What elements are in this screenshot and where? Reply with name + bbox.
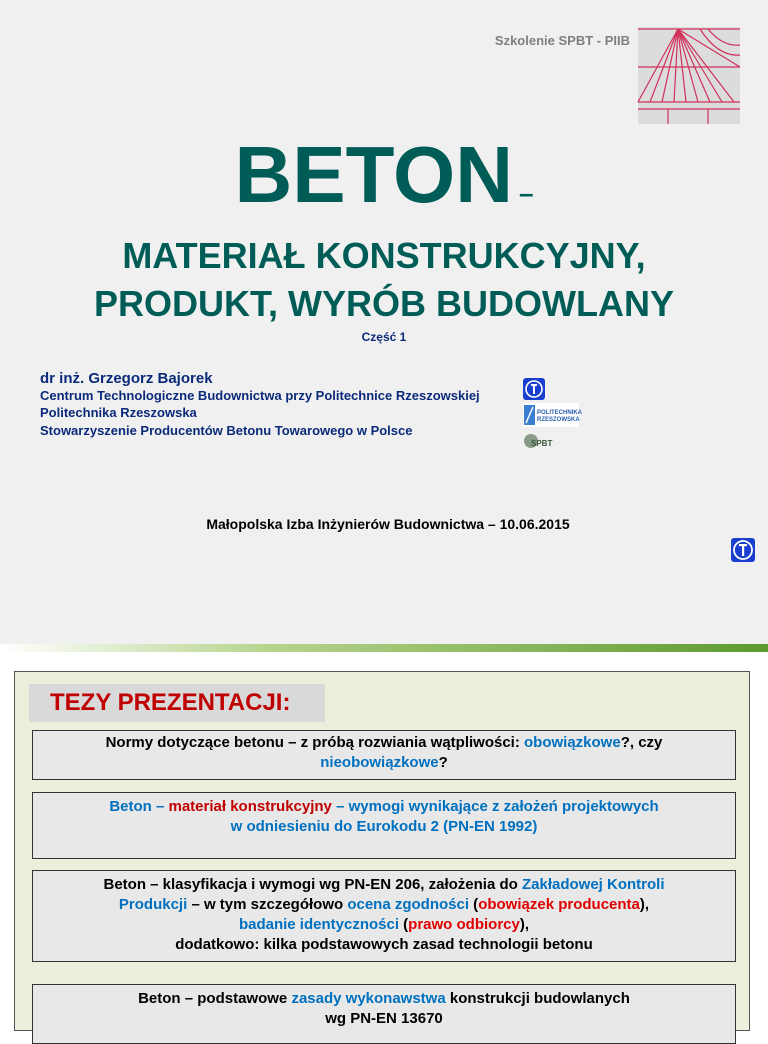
thesis-3-text-b: Zakładowej Kontroli	[521, 876, 665, 893]
subtitle-line-1: MATERIAŁ KONSTRUKCYJNY,	[122, 235, 646, 276]
spbt-logo-icon	[523, 432, 553, 450]
politechnika-logo-icon	[523, 403, 582, 427]
slide-divider	[0, 644, 768, 652]
thesis-2-text-a: Beton –	[109, 798, 169, 815]
thesis-3-text-h: ),	[639, 896, 650, 913]
thesis-box-2	[32, 792, 736, 859]
affiliation-politechnika: Politechnika Rzeszowska	[40, 405, 197, 420]
thesis-1-text-c: ?, czy	[620, 734, 663, 751]
thesis-3-text-j: (	[399, 916, 409, 933]
thesis-3-text-m: dodatkowo: kilka podstawowych zasad technologii betonu	[175, 936, 593, 953]
thesis-1-text-e: ?	[438, 754, 448, 771]
bridge-logo-icon	[638, 27, 740, 124]
thesis-2-text-d: w odniesieniu do Eurokodu 2 (PN-EN 1992)	[230, 818, 538, 835]
thesis-box-4	[32, 984, 736, 1044]
thesis-2-text-b: materiał konstrukcyjny	[168, 798, 332, 815]
part-label: Część 1	[361, 330, 407, 344]
thesis-2-text-c: – wymogi wynikające z założeń projektowych	[331, 798, 659, 815]
politechnika-logo-text-1: POLITECHNIKA	[537, 410, 582, 416]
subtitle	[0, 232, 768, 328]
thesis-3-text-k: prawo odbiorcy	[408, 916, 520, 933]
ctb-logo-bottom-icon	[731, 538, 755, 562]
thesis-1-text-b: obowiązkowe	[524, 734, 621, 751]
spbt-logo-text: SPBT	[531, 439, 553, 448]
thesis-4-text-c: konstrukcji budowlanych	[445, 990, 630, 1007]
theses-heading: TEZY PREZENTACJI:	[29, 684, 325, 722]
thesis-1-text-a: Normy dotyczące betonu – z próbą rozwiania wątpliwości:	[105, 734, 525, 751]
affiliation-ctb: Centrum Technologiczne Budownictwa przy Politechnice Rzeszowskiej	[40, 388, 480, 403]
thesis-box-1	[32, 730, 736, 780]
header-label: Szkolenie SPBT - PIIB	[494, 33, 630, 48]
thesis-3-text-a: Beton – klasyfikacja i wymogi wg PN-EN 206, założenia do	[103, 876, 522, 893]
thesis-1-text-d: nieobowiązkowe	[320, 754, 439, 771]
page-title	[0, 130, 768, 238]
subtitle-line-2: PRODUKT, WYRÓB BUDOWLANY	[94, 283, 674, 324]
thesis-box-3	[32, 870, 736, 962]
thesis-3-text-c: Produkcji	[118, 896, 188, 913]
meeting-info: Małopolska Izba Inżynierów Budownictwa – 10.06.2015	[206, 516, 570, 532]
author-name: dr inż. Grzegorz Bajorek	[40, 370, 213, 387]
bridge-logo	[638, 27, 740, 124]
thesis-4-text-d: wg PN-EN 13670	[325, 1010, 443, 1027]
ctb-logo-icon	[523, 378, 545, 400]
thesis-4-text-b: zasady wykonawstwa	[291, 990, 446, 1007]
title-text: BETON	[234, 130, 514, 219]
theses-slide	[14, 671, 750, 1031]
title-dash: –	[519, 178, 534, 208]
affiliation-spbt: Stowarzyszenie Producentów Betonu Towarowego w Polsce	[40, 423, 413, 438]
thesis-3-text-e: ocena zgodności	[347, 896, 470, 913]
thesis-3-text-g: obowiązek producenta	[478, 896, 640, 913]
politechnika-logo-text-2: RZESZOWSKA	[537, 417, 580, 423]
thesis-3-text-f: (	[469, 896, 479, 913]
thesis-3-text-i: badanie identyczności	[238, 916, 399, 933]
thesis-3-text-l: ),	[519, 916, 530, 933]
thesis-4-text-a: Beton – podstawowe	[138, 990, 292, 1007]
thesis-3-text-d: – w tym szczegółowo	[187, 896, 348, 913]
